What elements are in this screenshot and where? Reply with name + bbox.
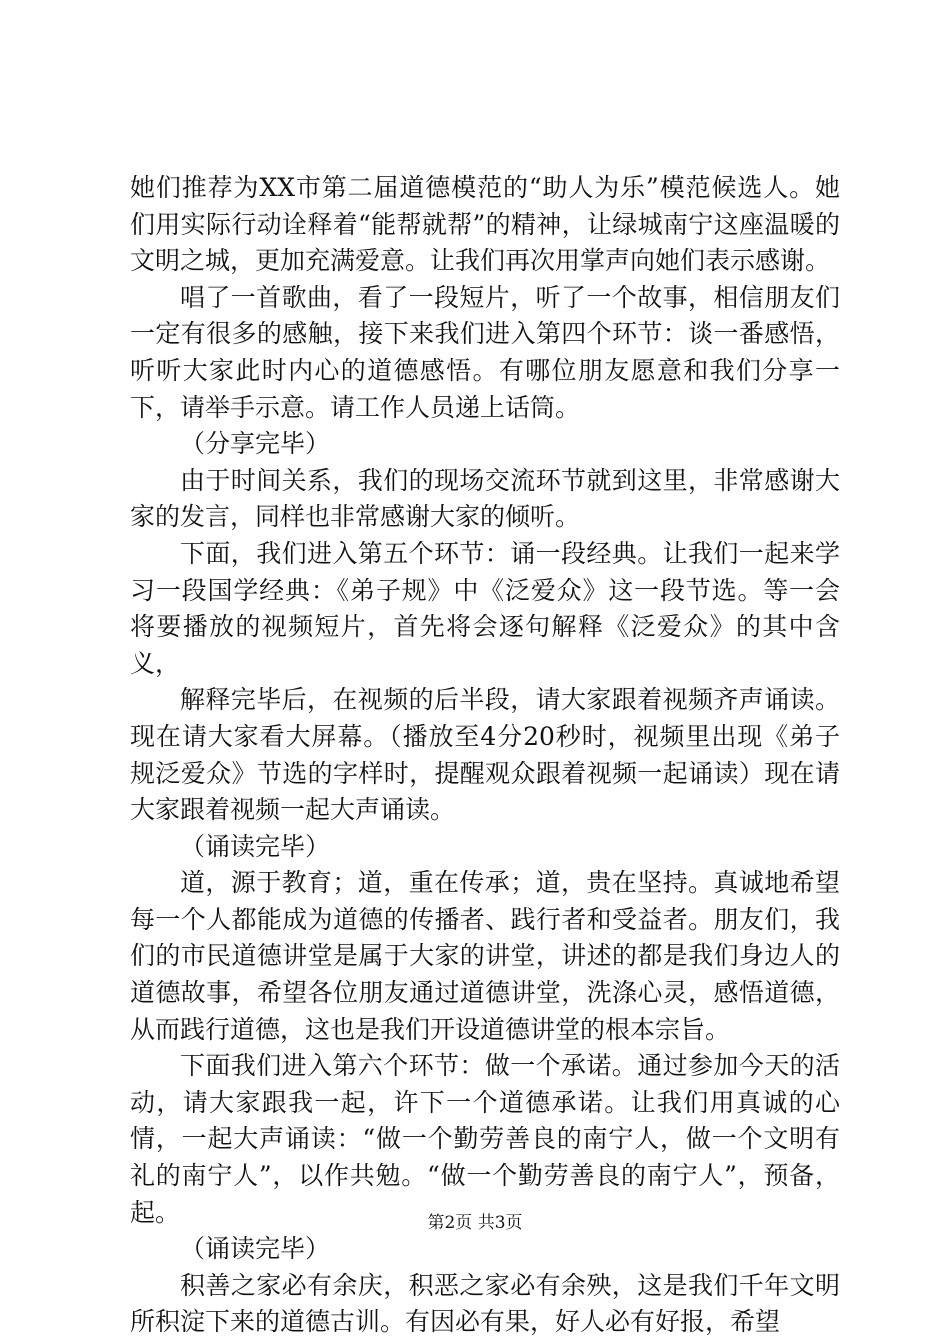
paragraph-8: 道，源于教育；道，重在传承；道，贵在坚持。真诚地希望每一个人都能成为道德的传播者、践行者和受益者。朋友们，我们的市民道德讲堂是属于大家的讲堂，讲述的都是我们身边人的道德故事，希望各位朋友通过道德讲堂，洗涤心灵，感悟道德，从而践行道德，这也是我们开设道德讲堂的根本宗旨。 <box>130 868 840 1044</box>
page-footer <box>0 1212 950 1234</box>
paragraph-2: 唱了一首歌曲，看了一段短片，听了一个故事，相信朋友们一定有很多的感触，接下来我们进入第四个环节：谈一番感悟，听听大家此时内心的道德感悟。有哪位朋友愿意和我们分享一下，请举手示意。请工作人员递上话筒。 <box>130 282 840 422</box>
document-body <box>130 170 840 1341</box>
paragraph-4: 由于时间关系，我们的现场交流环节就到这里，非常感谢大家的发言，同样也非常感谢大家的倾听。 <box>130 465 840 532</box>
paragraph-7: （诵读完毕） <box>180 831 331 861</box>
paragraph-3: （分享完毕） <box>180 429 331 459</box>
paragraph-6: 解释完毕后，在视频的后半段，请大家跟着视频齐声诵读。现在请大家看大屏幕。（播放至4分20秒时，视频里出现《弟子规泛爱众》节选的字样时，提醒观众跟着视频一起诵读）现在请大家跟着视频一起大声诵读。 <box>130 685 840 825</box>
paragraph-9: 下面我们进入第六个环节：做一个承诺。通过参加今天的活动，请大家跟我一起，许下一个道德承诺。让我们用真诚的心情，一起大声诵读：“做一个勤劳善良的南宁人，做一个文明有礼的南宁人”，以作共勉。“做一个勤劳善良的南宁人”，预备，起。 <box>130 1051 840 1227</box>
page-number-label: 第2页 共3页 <box>427 1213 523 1233</box>
paragraph-10: （诵读完毕） <box>180 1234 331 1264</box>
paragraph-11: 积善之家必有余庆，积恶之家必有余殃，这是我们千年文明所积淀下来的道德古训。有因必有果，好人必有好报，希望 <box>130 1270 840 1337</box>
paragraph-1: 她们推荐为XX市第二届道德模范的“助人为乐”模范候选人。她们用实际行动诠释着“能帮就帮”的精神，让绿城南宁这座温暖的文明之城，更加充满爱意。让我们再次用掌声向她们表示感谢。 <box>130 173 840 276</box>
paragraph-5: 下面，我们进入第五个环节：诵一段经典。让我们一起来学习一段国学经典：《弟子规》中《泛爱众》这一段节选。等一会将要播放的视频短片，首先将会逐句解释《泛爱众》的其中含义， <box>130 538 840 678</box>
